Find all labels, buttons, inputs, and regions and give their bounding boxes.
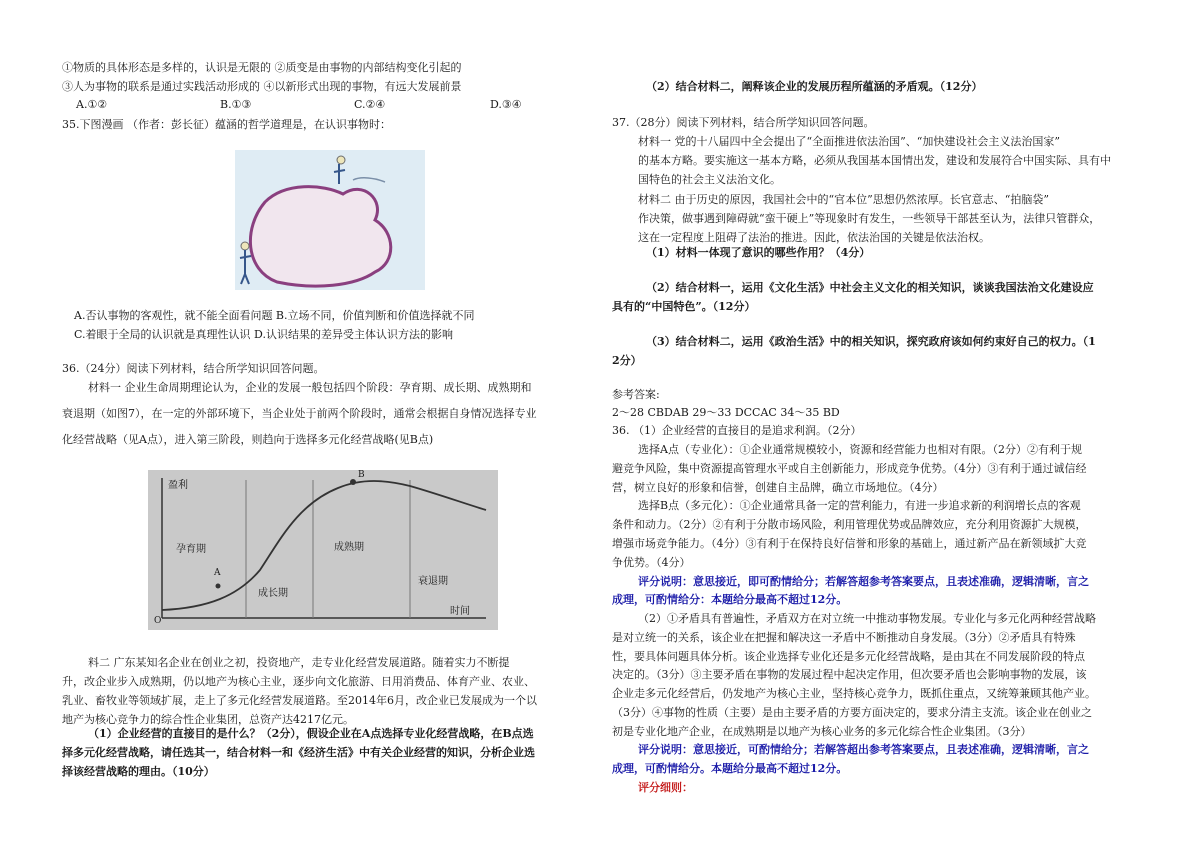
scoring-note-2-line1: 评分说明：意思接近，可酌情给分；若解答超出参考答案要点，且表述准确，逻辑清晰，言之: [638, 743, 1089, 756]
answer-line-b5: 企业走多元化经营后，仍发地产为核心主业，坚持核心竞争力，既抓住重点，又统筹兼顾其他产业。: [612, 687, 1096, 700]
q36-material2-line3: 乳业、畜牧业等领域扩展，走上了多元化经营发展道路。至2014年6月，改企业已发展成为一个以: [62, 694, 537, 707]
q37-material1-line1: 材料一 党的十八届四中全会提出了“全面推进依法治国”、“加快建设社会主义法治国家”: [638, 135, 1060, 148]
chart-stage-3: 成熟期: [334, 542, 364, 553]
q36-sub2: （2）结合材料二，阐释该企业的发展历程所蕴涵的矛盾观。（12分）: [646, 80, 983, 93]
q37-sub3-line1: （3）结合材料二，运用《政治生活》中的相关知识，探究政府该如何约束好自己的权力。（1: [646, 335, 1096, 348]
answer-line-a2: 选择A点（专业化）：①企业通常规模较小，资源和经营能力也相对有限。（2分）②有利于规: [638, 443, 1082, 456]
q37-sub1: （1）材料一体现了意识的哪些作用？（4分）: [646, 246, 871, 259]
scoring-note-2-line2: 成理，可酌情给分。本题给分最高不超过12分。: [612, 762, 848, 775]
q36-material1-line1: 材料一 企业生命周期理论认为，企业的发展一般包括四个阶段：孕育期、成长期、成熟期和: [88, 381, 532, 394]
q36-material2-line1: 料二 广东某知名企业在创业之初，投资地产，走专业化经营发展道路。随着实力不断提: [88, 656, 510, 669]
q35-stem: 35.下图漫画 （作者：彭长征）蕴涵的哲学道理是，在认识事物时：: [62, 118, 391, 131]
chart-point-a: A: [214, 568, 221, 578]
scoring-note-1-line2: 成理，可酌情给分：本题给分最高不超过12分。: [612, 593, 848, 606]
q34-choice-d: D.③④: [490, 98, 522, 111]
chart-y-label: 盈利: [168, 480, 188, 491]
answer-line-b2: 是对立统一的关系，该企业在把握和解决这一矛盾中不断推动自身发展。（3分）②矛盾具有特殊: [612, 631, 1076, 644]
answer-line-a7: 增强市场竞争能力。（4分）③有利于在保持良好信誉和形象的基础上，通过新产品在新领域扩大竞: [612, 537, 1087, 550]
q37-sub2-line1: （2）结合材料一，运用《文化生活》中社会主义文化的相关知识，谈谈我国法治文化建设应: [646, 281, 1094, 294]
scoring-note-1-line1: 评分说明：意思接近，即可酌情给分；若解答超参考答案要点，且表述准确，逻辑清晰，言之: [638, 575, 1089, 588]
q35-options-line1: A.否认事物的客观性，就不能全面看问题 B.立场不同，价值判断和价值选择就不同: [74, 309, 475, 322]
answer-line-a5: 选择B点（多元化）：①企业通常具备一定的营利能力，有进一步追求新的利润增长点的客观: [638, 499, 1081, 512]
answer-line-b6: （3分）④事物的性质（主要）是由主要矛盾的方要方面决定的，要求分清主支流。该企业在创业之: [612, 706, 1092, 719]
q34-options-line2: ③人为事物的联系是通过实践活动形成的 ④以新形式出现的事物，有远大发展前景: [62, 80, 462, 93]
answer-line-b1: （2）①矛盾具有普遍性，矛盾双方在对立统一中推动事物发展。专业化与多元化两种经营战略: [638, 612, 1096, 625]
answer-line-b7: 初是专业化地产企业，在成熟期是以地产为核心业务的多元化综合性企业集团。（3分）: [612, 725, 1032, 738]
answer-line-a1: 36. （1）企业经营的直接目的是追求利润。（2分）: [612, 424, 862, 437]
chart-stage-1: 孕育期: [176, 544, 206, 555]
q36-sub1-line3: 择该经营战略的理由。（10分）: [62, 765, 215, 778]
q37-material2-line2: 作决策，做事遇到障碍就“蛮干硬上”等现象时有发生，一些领导干部甚至认为，法律只管群众，: [638, 212, 1101, 225]
q36-sub1-line1: （1）企业经营的直接目的是什么？（2分），假设企业在A点选择专业化经营战略，在B点选: [88, 727, 534, 740]
q37-sub3-line2: 2分）: [612, 354, 642, 367]
q37-material1-line2: 的基本方略。要实施这一基本方略，必须从我国基本国情出发，建设和发展符合中国实际、具有中: [638, 154, 1111, 167]
chart-point-b: B: [358, 470, 365, 480]
q36-material1-line2: 衰退期（如图7），在一定的外部环境下，当企业处于前两个阶段时，通常会根据自身情况选择专业: [62, 407, 537, 420]
chart-stage-2: 成长期: [258, 588, 288, 599]
q36-stem: 36.（24分）阅读下列材料，结合所学知识回答问题。: [62, 362, 325, 375]
q37-sub2-line2: 具有的“中国特色”。（12分）: [612, 300, 756, 313]
q37-material2-line3: 这在一定程度上阻碍了法治的推进。因此，依法治国的关键是依法治权。: [638, 231, 990, 244]
q34-choice-a: A.①②: [76, 98, 108, 111]
q36-sub1-line2: 择多元化经营战略，请任选其一，结合材料一和《经济生活》中有关企业经营的知识，分析企业选: [62, 746, 535, 759]
cartoon-image: [235, 150, 425, 290]
q36-material2-line4: 地产为核心竞争力的综合性企业集团，总资产达4217亿元。: [62, 713, 354, 726]
q36-material2-line2: 升，改企业步入成熟期，仍以地产为核心主业，逐步向文化旅游、日用消费品、体育产业、农业、: [62, 675, 535, 688]
answers-heading: 参考答案:: [612, 388, 660, 401]
scoring-detail-heading: 评分细则：: [638, 781, 693, 794]
answer-line-a4: 营，树立良好的形象和信誉，创建自主品牌，确立市场地位。（4分）: [612, 481, 944, 494]
q35-options-line2: C.着眼于全局的认识就是真理性认识 D.认识结果的差异受主体认识方法的影响: [74, 328, 453, 341]
chart-x-label: 时间: [450, 606, 470, 617]
q37-stem: 37.（28分）阅读下列材料，结合所学知识回答问题。: [612, 116, 875, 129]
q34-options-line1: ①物质的具体形态是多样的，认识是无限的 ②质变是由事物的内部结构变化引起的: [62, 61, 462, 74]
answers-mc: 2～28 CBDAB 29～33 DCCAC 34～35 BD: [612, 406, 840, 419]
answer-line-a3: 避竞争风险，集中资源提高管理水平或自主创新能力，形成竞争优势。（4分）③有利于通过诚信经: [612, 462, 1087, 475]
chart-stage-4: 衰退期: [418, 576, 448, 587]
answer-line-b3: 性，要具体问题具体分析。该企业选择专业化还是多元化经营战略，是由其在不同发展阶段的特点: [612, 650, 1085, 663]
q34-choice-b: B.①③: [220, 98, 252, 111]
q36-material1-line3: 化经营战略（见A点），进入第三阶段，则趋向于选择多元化经营战略(见B点): [62, 433, 434, 446]
q37-material1-line3: 国特色的社会主义法治文化。: [638, 173, 781, 186]
answer-line-a6: 条件和动力。（2分）②有利于分散市场风险，利用管理优势或品牌效应，充分利用资源扩大规模，: [612, 518, 1087, 531]
chart-origin: O: [154, 616, 162, 626]
q34-choice-c: C.②④: [354, 98, 386, 111]
answer-line-a8: 争优势。（4分）: [612, 556, 691, 569]
answer-line-b4: 决定的。（3分）③主要矛盾在事物的发展过程中起决定作用，但次要矛盾也会影响事物的发展，该: [612, 668, 1087, 681]
q37-material2-line1: 材料二 由于历史的原因，我国社会中的“官本位”思想仍然浓厚。长官意志、“拍脑袋”: [638, 193, 1049, 206]
